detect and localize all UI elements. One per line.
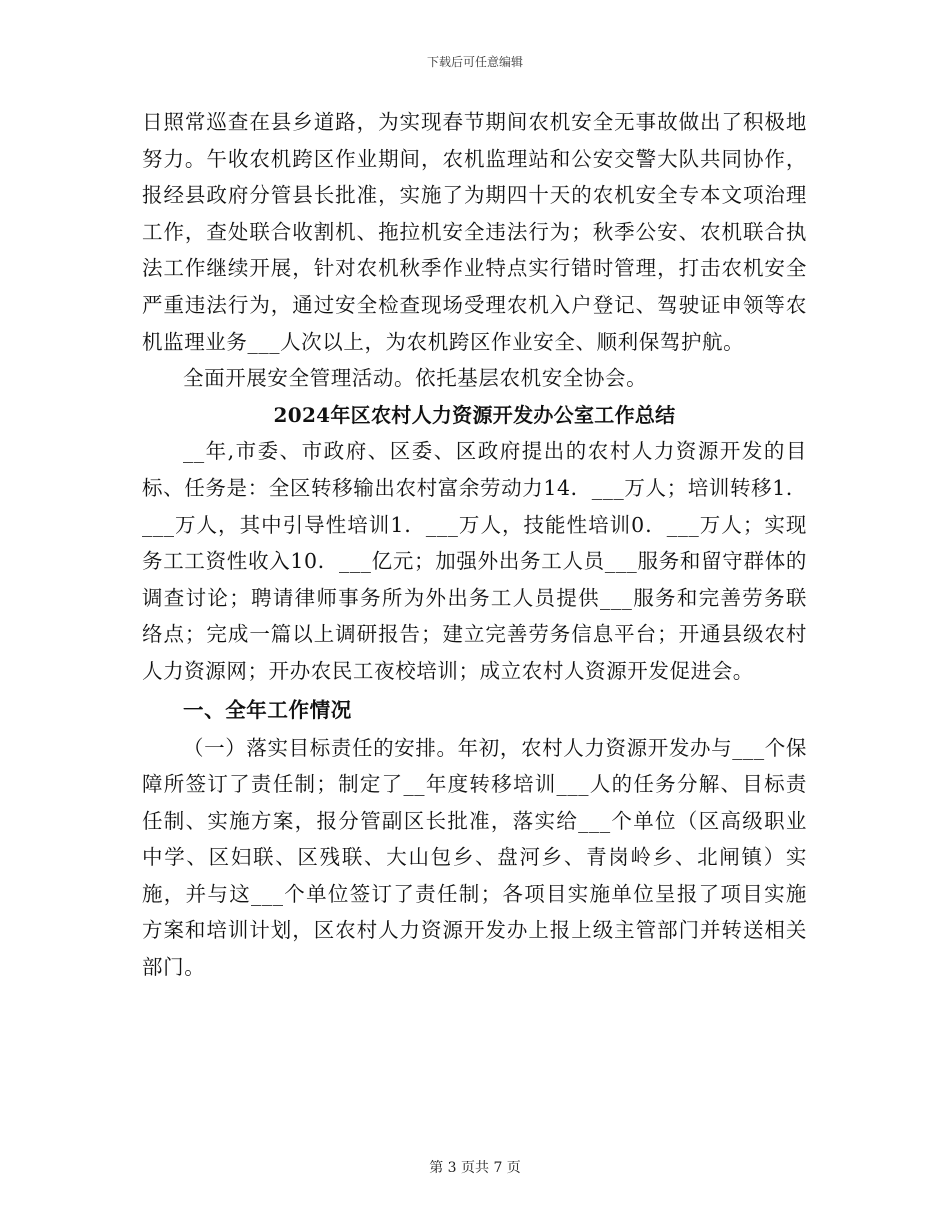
paragraph-targets: __年,市委、市政府、区委、区政府提出的农村人力资源开发的目标、任务是：全区转移输出农村富余劳动力14．___万人；培训转移1．___万人，其中引导性培训1．___万人，技能性培训0．___万人；实现务工工资性收入10．___亿元；加强外出务工人员___服务和留守群体的调查讨论；聘请律师事务所为外出务工人员提供___服务和完善劳务联络点；完成一篇以上调研报告；建立完善劳务信息平台；开通县级农村人力资源网；开办农民工夜校培训；成立农村人资源开发促进会。 [142, 439, 807, 683]
page-header-note: 下载后可任意编辑 [426, 55, 523, 69]
paragraph-continued: 日照常巡查在县乡道路，为实现春节期间农机安全无事故做出了积极地努力。午收农机跨区作业期间，农机监理站和公安交警大队共同协作，报经县政府分管县长批准，实施了为期四十天的农机安全专本文项治理工作，查处联合收割机、拖拉机安全违法行为；秋季公安、农机联合执法工作继续开展，针对农机秋季作业特点实行错时管理，打击农机安全严重违法行为，通过安全检查现场受理农机入户登记、驾驶证申领等农机监理业务___人次以上，为农机跨区作业安全、顺利保驾护航。 [142, 110, 807, 354]
paragraph-responsibility: （一）落实目标责任的安排。年初，农村人力资源开发办与___个保障所签订了责任制；制定了__年度转移培训___人的任务分解、目标责任制、实施方案，报分管副区长批准，落实给___个单位（区高级职业中学、区妇联、区残联、大山包乡、盘河乡、青岗岭乡、北闸镇）实施，并与这___个单位签订了责任制；各项目实施单位呈报了项目实施方案和培训计划，区农村人力资源开发办上报上级主管部门并转送相关部门。 [142, 735, 807, 980]
page-number-footer: 第 3 页共 7 页 [429, 1160, 521, 1176]
paragraph-safety-activity: 全面开展安全管理活动。依托基层农机安全协会。 [183, 366, 648, 391]
section-heading-annual-work: 一、全年工作情况 [183, 697, 352, 722]
document-title: 2024年区农村人力资源开发办公室工作总结 [273, 402, 676, 427]
document-body [142, 104, 807, 986]
